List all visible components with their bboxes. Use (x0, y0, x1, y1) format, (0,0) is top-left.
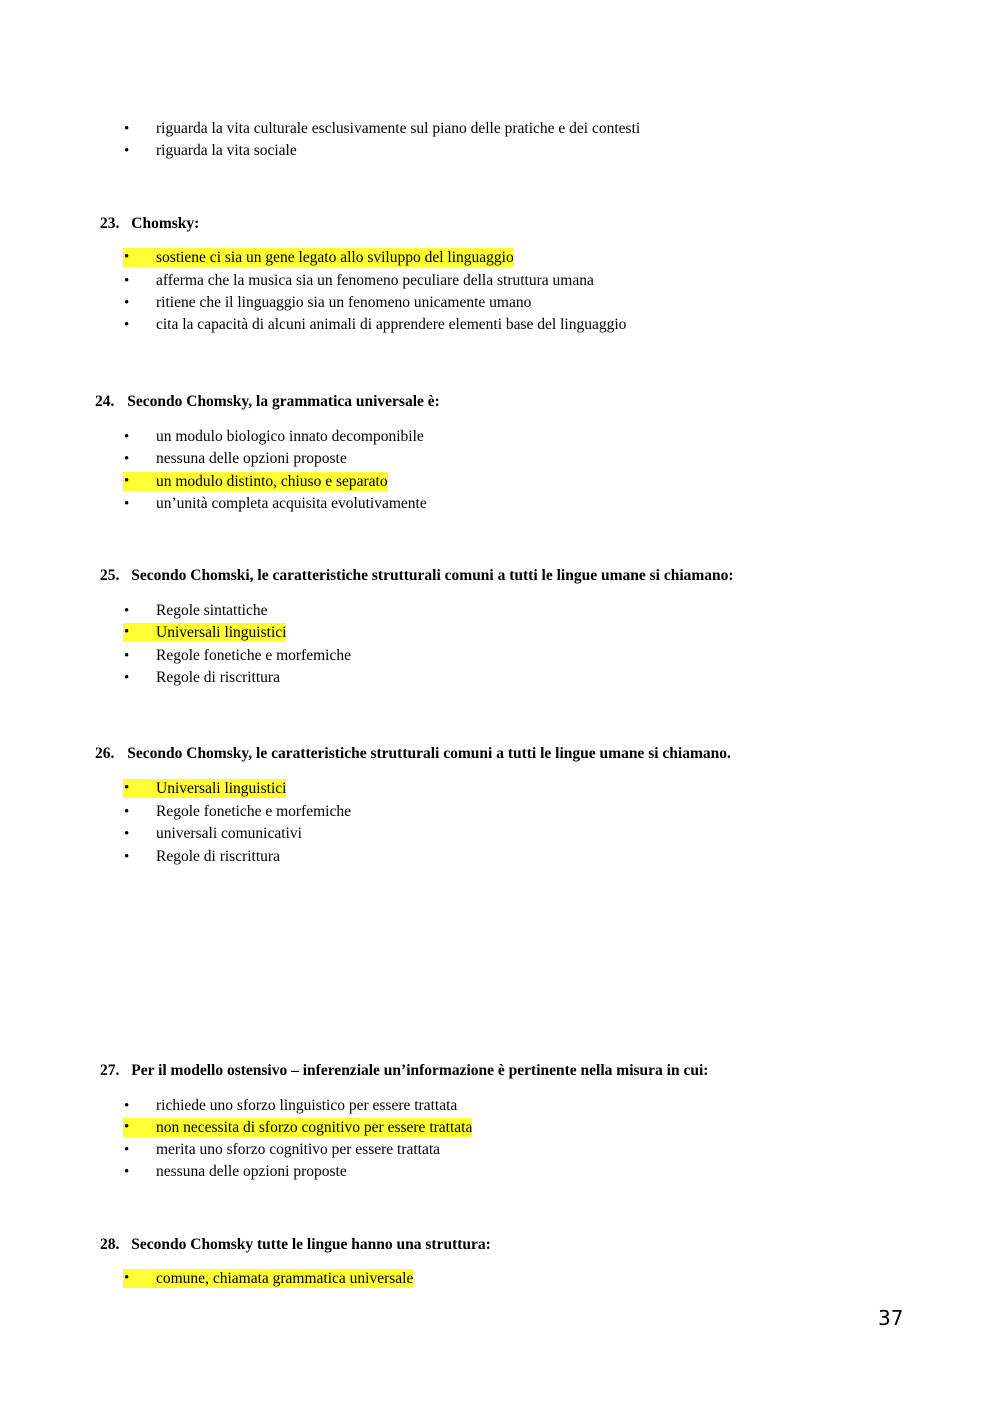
bullet-icon: • (123, 248, 156, 267)
question-number: 25. (100, 567, 120, 584)
bullet-icon: • (124, 143, 130, 159)
option-text: comune, chiamata grammatica universale (156, 1270, 414, 1287)
bullet-icon: • (124, 648, 130, 664)
option-text: Regole sintattiche (156, 602, 268, 619)
question-text: Secondo Chomsky, le caratteristiche strutturali comuni a tutti le lingue umane si chiamano. (127, 745, 731, 762)
option-text: cita la capacità di alcuni animali di apprendere elementi base del linguaggio (156, 316, 627, 333)
bullet-icon: • (124, 603, 130, 619)
option-text: riguarda la vita sociale (156, 142, 297, 159)
option-text: un’unità completa acquisita evolutivamente (156, 495, 427, 512)
option-text: Universali linguistici (156, 624, 287, 641)
question-26-heading (95, 744, 731, 764)
option-text: sostiene ci sia un gene legato allo sviluppo del linguaggio (156, 249, 514, 266)
question-text: Chomsky: (131, 215, 200, 232)
bullet-icon: • (124, 496, 130, 512)
option-text: non necessita di sforzo cognitivo per essere trattata (156, 1119, 473, 1136)
option-text: Regole fonetiche e morfemiche (156, 647, 351, 664)
question-text: Secondo Chomsky tutte le lingue hanno una struttura: (131, 1236, 491, 1253)
bullet-icon: • (124, 1164, 130, 1180)
question-number: 26. (95, 745, 115, 762)
option-text: Universali linguistici (156, 780, 287, 797)
option-text: un modulo biologico innato decomponibile (156, 428, 424, 445)
question-text: Per il modello ostensivo – inferenziale un’informazione è pertinente nella misura in cui: (131, 1062, 709, 1079)
option-text: universali comunicativi (156, 825, 302, 842)
option-text: merita uno sforzo cognitivo per essere trattata (156, 1141, 441, 1158)
option-text: Regole di riscrittura (156, 848, 280, 865)
question-28-heading (100, 1235, 491, 1255)
option-text: richiede uno sforzo linguistico per essere trattata (156, 1097, 458, 1114)
option-text: Regole fonetiche e morfemiche (156, 803, 351, 820)
bullet-icon: • (124, 849, 130, 865)
option-text: nessuna delle opzioni proposte (156, 1163, 347, 1180)
option-text: riguarda la vita culturale esclusivamente sul piano delle pratiche e dei contesti (156, 120, 641, 137)
option-text: un modulo distinto, chiuso e separato (156, 473, 388, 490)
question-text: Secondo Chomski, le caratteristiche strutturali comuni a tutti le lingue umane si chiamano: (131, 567, 734, 584)
bullet-icon: • (123, 1269, 156, 1288)
question-number: 27. (100, 1062, 120, 1079)
option-text: Regole di riscrittura (156, 669, 280, 686)
bullet-icon: • (124, 273, 130, 289)
question-27-heading (100, 1061, 708, 1081)
bullet-icon: • (124, 429, 130, 445)
question-number: 24. (95, 393, 115, 410)
option-text: ritiene che il linguaggio sia un fenomeno unicamente umano (156, 294, 532, 311)
page-number: 37 (878, 1306, 904, 1330)
bullet-icon: • (123, 472, 156, 491)
question-number: 28. (100, 1236, 120, 1253)
bullet-icon: • (123, 779, 156, 798)
question-text: Secondo Chomsky, la grammatica universale è: (127, 393, 440, 410)
bullet-icon: • (124, 826, 130, 842)
bullet-icon: • (124, 295, 130, 311)
bullet-icon: • (124, 804, 130, 820)
bullet-icon: • (124, 1098, 130, 1114)
question-24-heading (95, 392, 440, 412)
bullet-icon: • (123, 1118, 156, 1137)
bullet-icon: • (124, 1142, 130, 1158)
option-text: nessuna delle opzioni proposte (156, 450, 347, 467)
bullet-icon: • (123, 623, 156, 642)
question-25-heading (100, 566, 734, 586)
bullet-icon: • (124, 451, 130, 467)
bullet-icon: • (124, 317, 130, 333)
question-23-heading (100, 214, 199, 234)
question-number: 23. (100, 215, 120, 232)
bullet-icon: • (124, 670, 130, 686)
option-text: afferma che la musica sia un fenomeno peculiare della struttura umana (156, 272, 594, 289)
bullet-icon: • (124, 121, 130, 137)
